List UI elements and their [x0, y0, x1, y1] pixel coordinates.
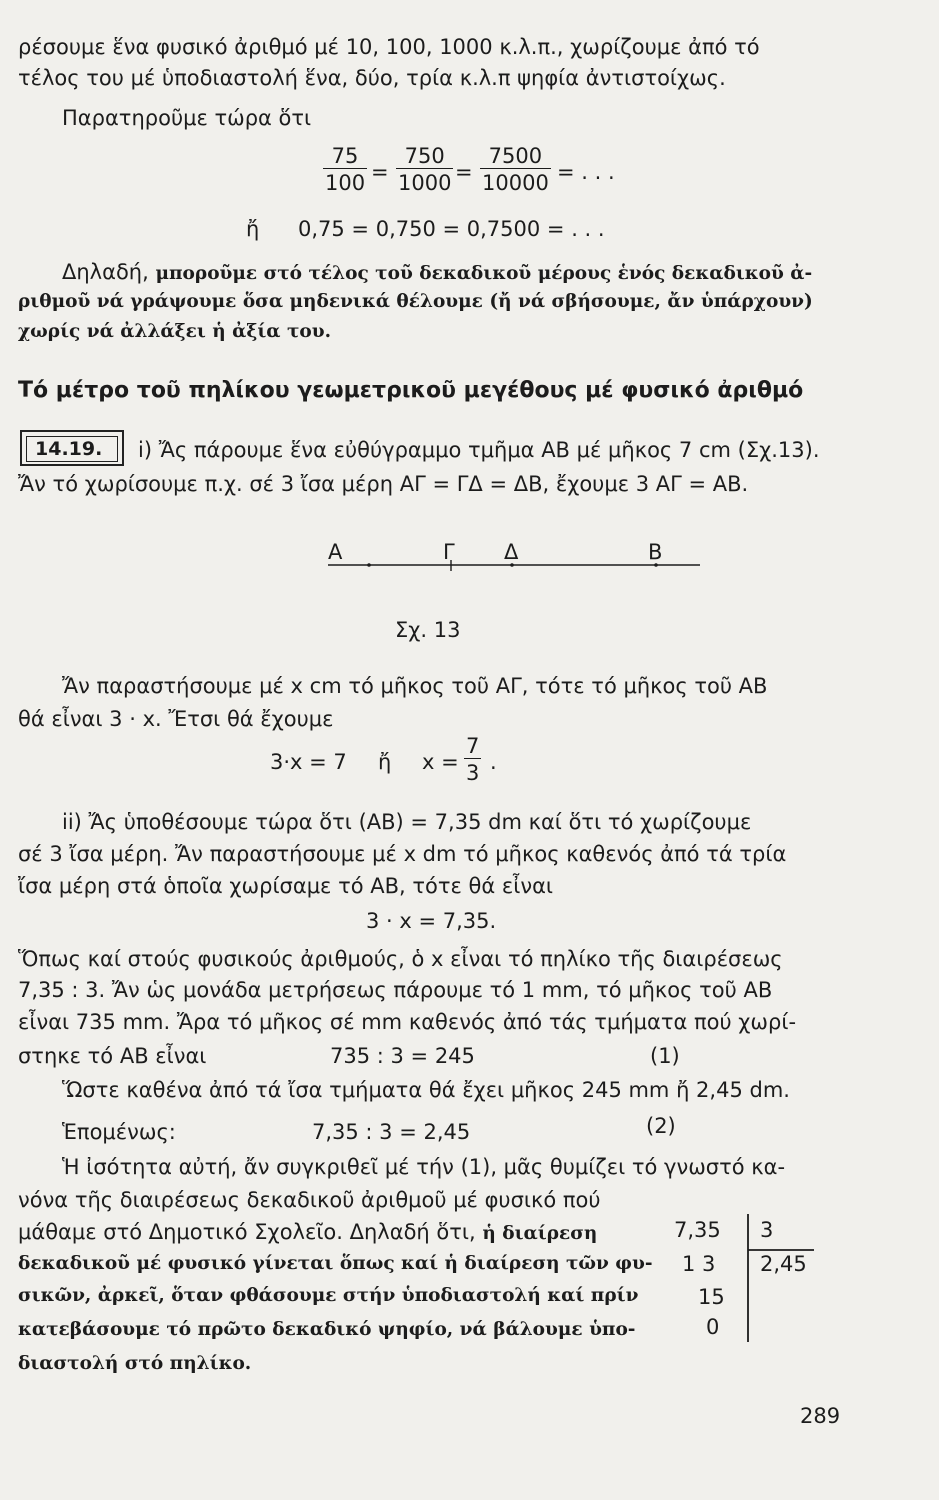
text-line: [18, 1218, 597, 1248]
or-word: ἤ: [246, 217, 260, 241]
fraction-7-3: [464, 734, 481, 787]
rule-line: δεκαδικοῦ μέ φυσικό γίνεται ὅπως καί ἡ διαίρεση τῶν φυ-: [18, 1253, 653, 1274]
rule-line: διαστολή στό πηλίκο.: [18, 1353, 252, 1374]
or-word: ἤ: [378, 750, 392, 774]
text-span: μάθαμε στό Δημοτικό Σχολεῖο. Δηλαδή ὅτι,: [18, 1220, 476, 1244]
equation-1: 735 : 3 = 245: [330, 1044, 475, 1068]
text-line: ἴσα μέρη στά ὁποῖα χωρίσαμε τό ΑΒ, τότε θά εἶναι: [18, 874, 554, 898]
text-line: νόνα τῆς διαιρέσεως δεκαδικοῦ ἀριθμοῦ μέ φυσικό πού: [18, 1188, 601, 1212]
fraction-denominator: 100: [323, 168, 367, 197]
rule-bold: μποροῦμε στό τέλος τοῦ δεκαδικοῦ μέρους ἑνός δεκαδικοῦ ἀ-: [155, 263, 813, 284]
division-divisor: 3: [760, 1218, 774, 1242]
section-heading: Τό μέτρο τοῦ πηλίκου γεωμετρικοῦ μεγέθους μέ φυσικό ἀριθμό: [18, 378, 804, 403]
fraction-numerator: 7: [466, 734, 480, 758]
text-line: Ἡ ἰσότητα αὐτή, ἄν συγκριθεῖ μέ τήν (1), μᾶς θυμίζει τό γνωστό κα-: [62, 1155, 786, 1179]
fraction-denominator: 1000: [396, 168, 453, 197]
text-line: στηκε τό ΑΒ εἶναι: [18, 1044, 207, 1068]
division-remainder: 0: [706, 1315, 720, 1339]
rule-line: κατεβάσουμε τό πρῶτο δεκαδικό ψηφίο, νά βάλουμε ὑπο-: [18, 1319, 636, 1340]
text-line: εἶναι 735 mm. Ἄρα τό μῆκος σέ mm καθενός ἀπό τάς τμήματα πού χωρί-: [18, 1010, 797, 1034]
equation-left: 3·x = 7: [270, 750, 347, 774]
exercise-number: 14.19.: [26, 436, 118, 462]
division-quotient: 2,45: [760, 1252, 807, 1276]
division-bracket: [740, 1212, 820, 1347]
fraction-numerator: 750: [404, 144, 445, 168]
rule-line: χωρίς νά ἀλλάξει ἡ ἀξία του.: [18, 321, 332, 342]
text-line: Παρατηροῦμε τώρα ὅτι: [62, 106, 312, 130]
point-label-a: Α: [328, 540, 343, 564]
fraction-denominator: 10000: [480, 168, 551, 197]
rule-line: σικῶν, ἀρκεῖ, ὅταν φθάσουμε στήν ὑποδιαστολή καί πρίν: [18, 1285, 639, 1306]
text-line: τέλος του μέ ὑποδιαστολή ἕνα, δύο, τρία κ.λ.π ψηφία ἀντιστοίχως.: [18, 66, 726, 90]
text-line: θά εἶναι 3 · x. Ἔτσι θά ἔχουμε: [18, 707, 334, 731]
equals-ellipsis: = . . .: [557, 160, 615, 184]
bold-span: ἡ διαίρεση: [482, 1223, 598, 1244]
text-line: Ὥστε καθένα ἀπό τά ἴσα τμήματα θά ἔχει μῆκος 245 mm ἤ 2,45 dm.: [62, 1078, 790, 1102]
equals-sign: =: [371, 160, 389, 184]
figure-caption: Σχ. 13: [395, 618, 461, 642]
consequently-label: Ἑπομένως:: [62, 1120, 176, 1144]
decimal-equalities: 0,75 = 0,750 = 0,7500 = . . .: [298, 217, 605, 241]
equation-2: 7,35 : 3 = 2,45: [312, 1120, 471, 1144]
division-dividend: 7,35: [674, 1218, 721, 1242]
text-line: ii) Ἄς ὑποθέσουμε τώρα ὅτι (ΑΒ) = 7,35 dm καί ὅτι τό χωρίζουμε: [62, 810, 752, 834]
point-label-d: Δ: [504, 540, 519, 564]
text-line: ρέσουμε ἕνα φυσικό ἀριθμό μέ 10, 100, 1000 κ.λ.π., χωρίζουμε ἀπό τό: [18, 35, 760, 59]
fraction-denominator: 3: [464, 758, 481, 787]
equals-sign: =: [455, 160, 473, 184]
text-line: Ἄν τό χωρίσουμε π.χ. σέ 3 ἴσα μέρη ΑΓ = ΓΔ = ΔΒ, ἔχουμε 3 ΑΓ = ΑΒ.: [18, 472, 749, 496]
text-line: 7,35 : 3. Ἄν ὡς μονάδα μετρήσεως πάρουμε τό 1 mm, τό μῆκος τοῦ ΑΒ: [18, 978, 773, 1002]
fraction-numerator: 75: [331, 144, 359, 168]
equation: 3 · x = 7,35.: [366, 909, 497, 933]
rule-line: ριθμοῦ νά γράψουμε ὅσα μηδενικά θέλουμε (ἤ νά σβήσουμε, ἄν ὑπάρχουν): [18, 291, 813, 312]
division-step: 1 3: [682, 1252, 716, 1276]
rule-lead: Δηλαδή,: [62, 260, 149, 284]
point-label-g: Γ: [443, 540, 455, 564]
fraction-numerator: 7500: [488, 144, 543, 168]
equation-tag-1: (1): [650, 1044, 680, 1068]
text-line: Ὅπως καί στούς φυσικούς ἀριθμούς, ὁ x εἶναι τό πηλίκο τῆς διαιρέσεως: [18, 947, 783, 971]
equation-end: .: [490, 750, 497, 774]
text-line: σέ 3 ἴσα μέρη. Ἄν παραστήσουμε μέ x dm τό μῆκος καθενός ἀπό τά τρία: [18, 842, 787, 866]
text-line: i) Ἄς πάρουμε ἕνα εὐθύγραμμο τμῆμα ΑΒ μέ μῆκος 7 cm (Σχ.13).: [138, 438, 820, 462]
page-number: 289: [800, 1404, 841, 1428]
point-a-mark: [367, 563, 371, 567]
equation-tag-2: (2): [646, 1114, 676, 1138]
text-line: Ἄν παραστήσουμε μέ x cm τό μῆκος τοῦ ΑΓ, τότε τό μῆκος τοῦ ΑΒ: [62, 674, 768, 698]
division-step: 15: [698, 1285, 725, 1309]
point-label-b: Β: [648, 540, 663, 564]
equation-x: x =: [422, 750, 459, 774]
